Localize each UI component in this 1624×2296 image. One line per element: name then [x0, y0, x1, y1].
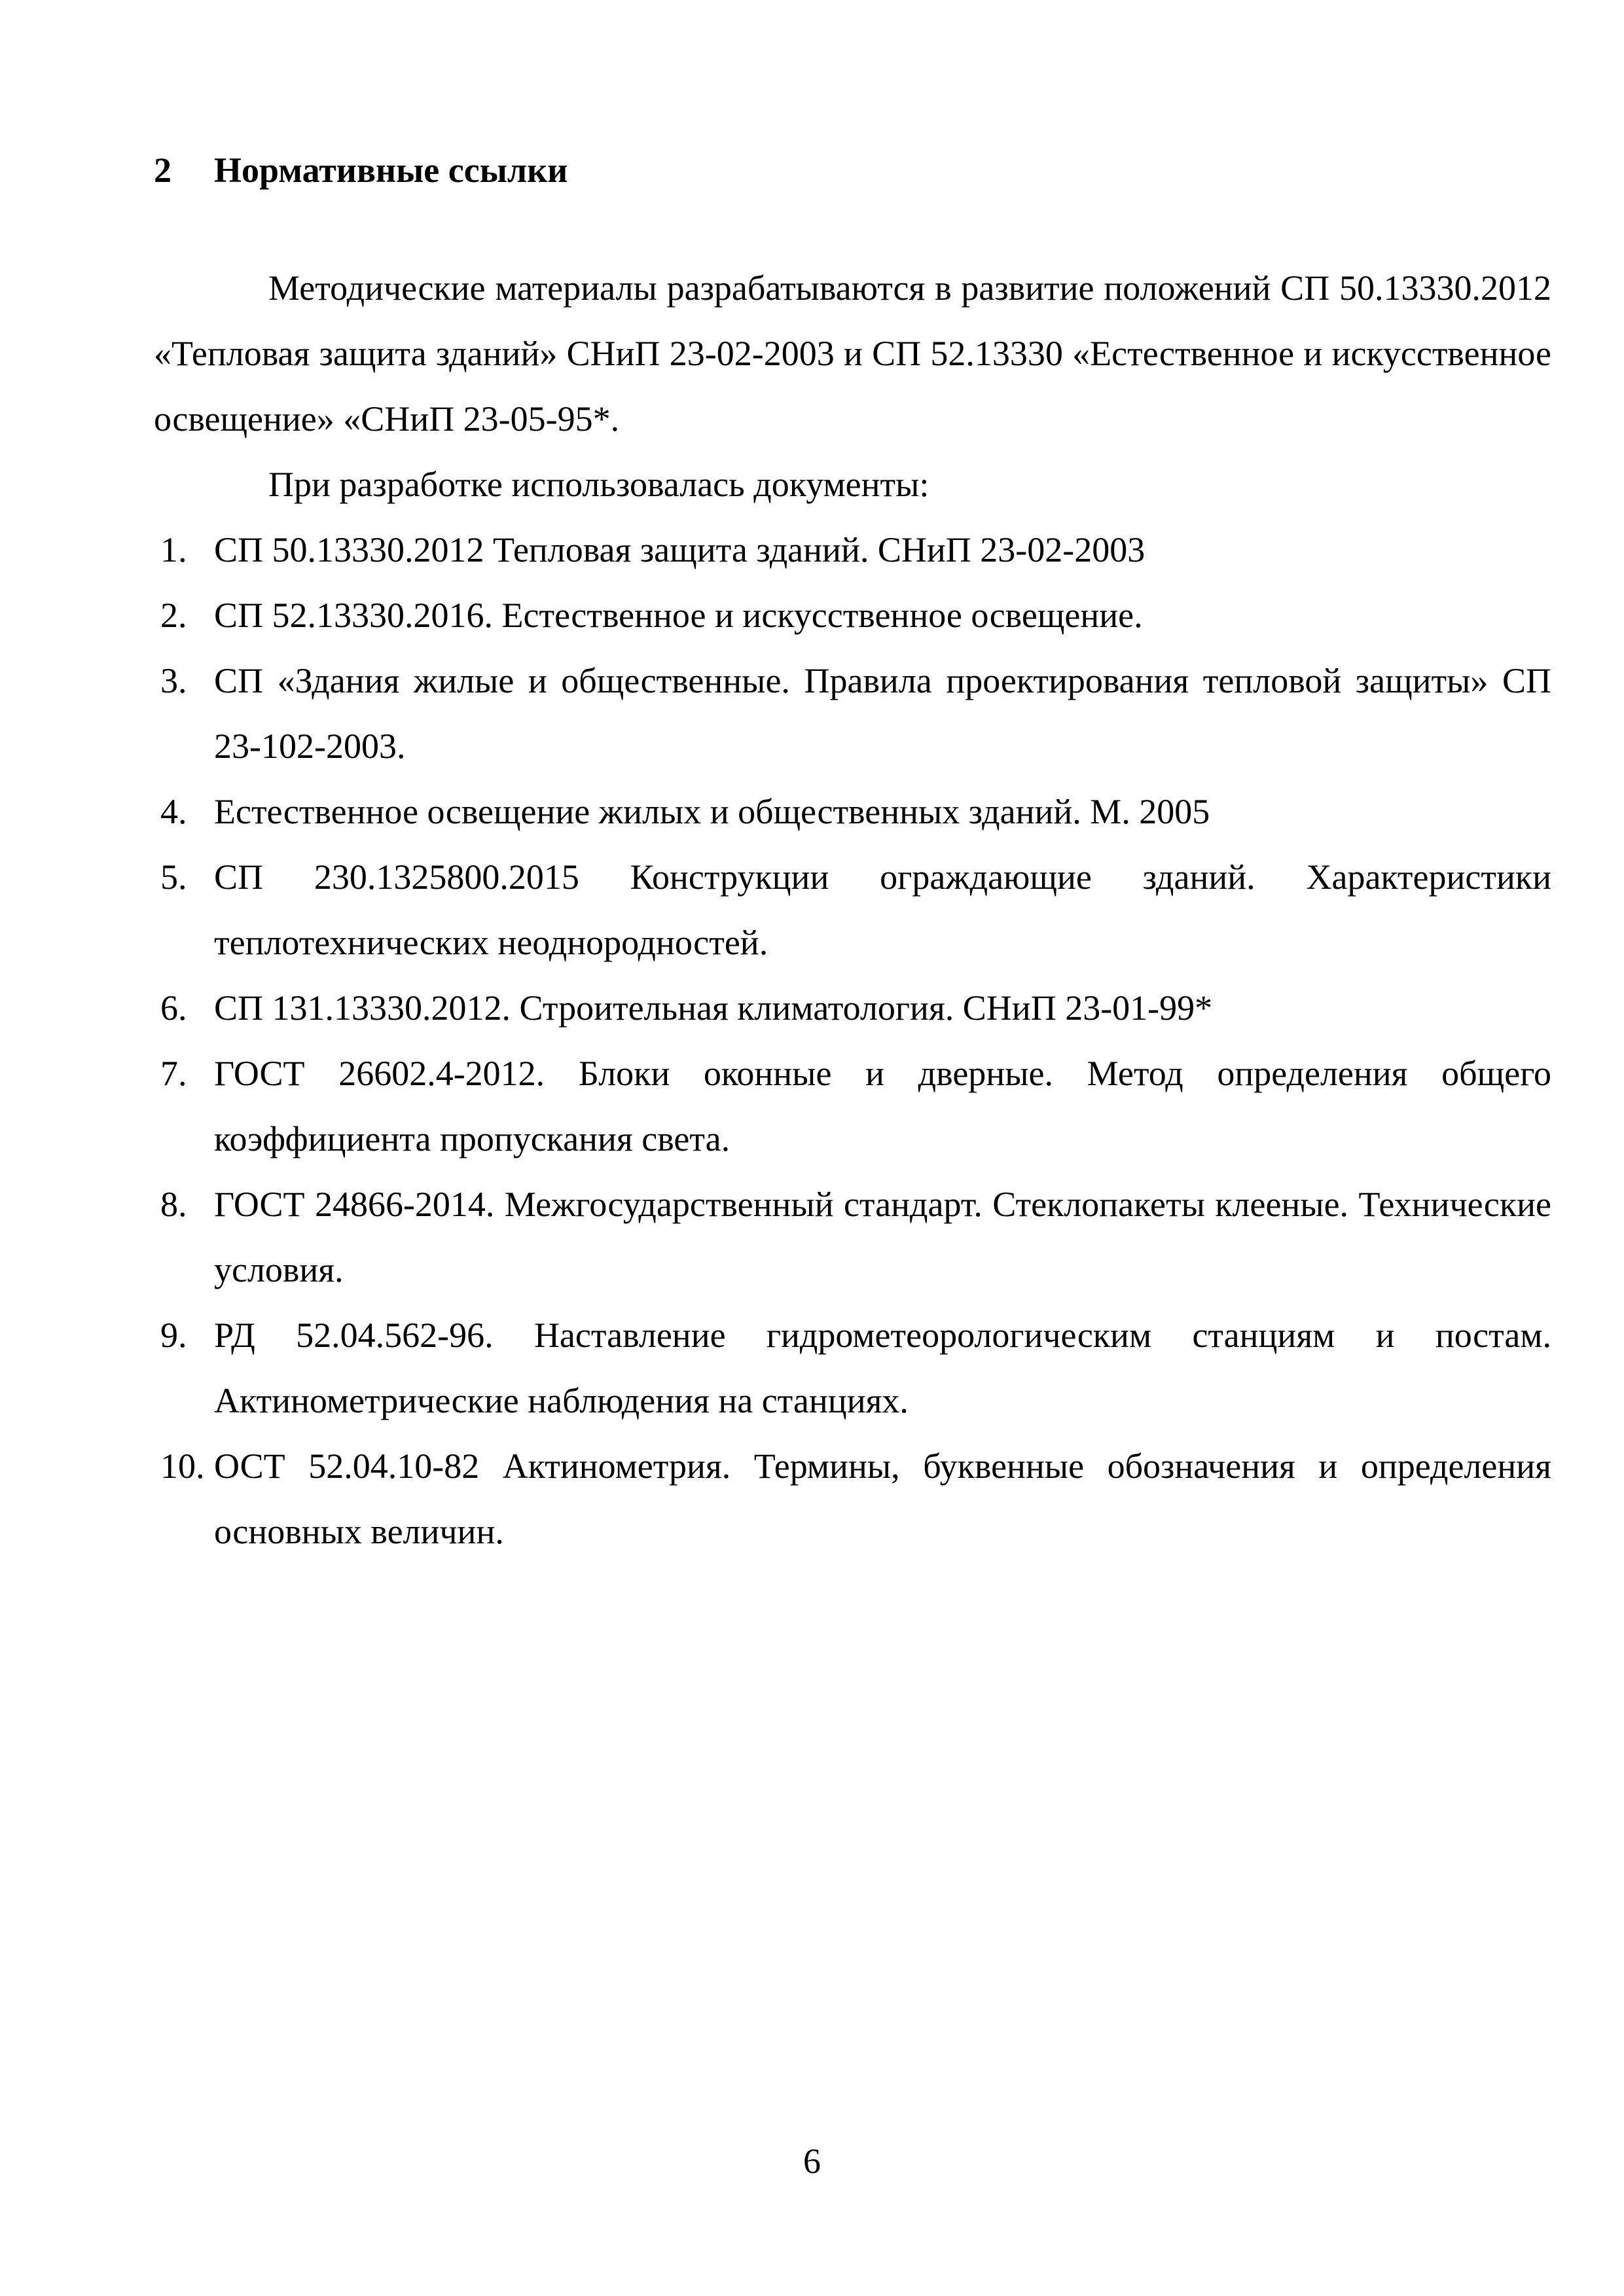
reference-text: ГОСТ 26602.4-2012. Блоки оконные и дверные. Метод определения общего коэффициента пропускания света.	[214, 1054, 1551, 1158]
reference-text: РД 52.04.562-96. Наставление гидрометеорологическим станциям и постам. Актинометрические наблюдения на станциях.	[214, 1316, 1551, 1420]
reference-marker: 9.	[160, 1316, 187, 1355]
reference-item-1	[154, 517, 1551, 583]
section-heading	[154, 149, 568, 191]
section-number: 2	[154, 151, 171, 190]
reference-marker: 4.	[160, 792, 187, 831]
reference-text: ГОСТ 24866-2014. Межгосударственный стандарт. Стеклопакеты клееные. Технические условия.	[214, 1185, 1551, 1289]
reference-marker: 5.	[160, 857, 187, 897]
reference-marker: 6.	[160, 988, 187, 1028]
reference-text: Естественное освещение жилых и общественных зданий. М. 2005	[214, 792, 1210, 831]
page-number: 6	[803, 2142, 821, 2181]
reference-marker: 7.	[160, 1054, 187, 1093]
reference-item-7	[154, 1041, 1551, 1172]
reference-marker: 8.	[160, 1185, 187, 1224]
reference-marker: 2.	[160, 596, 187, 635]
reference-item-2	[154, 583, 1551, 648]
reference-text: СП «Здания жилые и общественные. Правила проектирования тепловой защиты» СП 23-102-2003.	[214, 661, 1551, 766]
reference-item-5	[154, 844, 1551, 975]
reference-item-4	[154, 779, 1551, 844]
lead-paragraph: При разработке использовалась документы:	[268, 465, 929, 504]
reference-item-9	[154, 1302, 1551, 1433]
reference-list	[154, 517, 1551, 1564]
reference-marker: 1.	[160, 530, 187, 569]
reference-item-8	[154, 1172, 1551, 1302]
reference-text: ОСТ 52.04.10-82 Актинометрия. Термины, буквенные обозначения и определения основных величин.	[214, 1446, 1551, 1551]
reference-text: СП 50.13330.2012 Тепловая защита зданий. СНиП 23-02-2003	[214, 530, 1146, 569]
reference-text: СП 131.13330.2012. Строительная климатология. СНиП 23-01-99*	[214, 988, 1213, 1028]
reference-item-3	[154, 648, 1551, 779]
reference-marker: 3.	[160, 661, 187, 700]
reference-text: СП 230.1325800.2015 Конструкции ограждающие зданий. Характеристики теплотехнических неоднородностей.	[214, 857, 1551, 962]
intro-paragraph: Методические материалы разрабатываются в развитие положений СП 50.13330.2012 «Тепловая защита зданий» СНиП 23-02-2003 и СП 52.13330 «Естественное и искусственное освещение» «СНиП 23-05-95*.	[154, 268, 1551, 439]
reference-item-10	[154, 1433, 1551, 1564]
reference-item-6	[154, 975, 1551, 1041]
reference-text: СП 52.13330.2016. Естественное и искусственное освещение.	[214, 596, 1143, 635]
section-title: Нормативные ссылки	[214, 151, 568, 190]
reference-marker: 10.	[160, 1446, 205, 1486]
